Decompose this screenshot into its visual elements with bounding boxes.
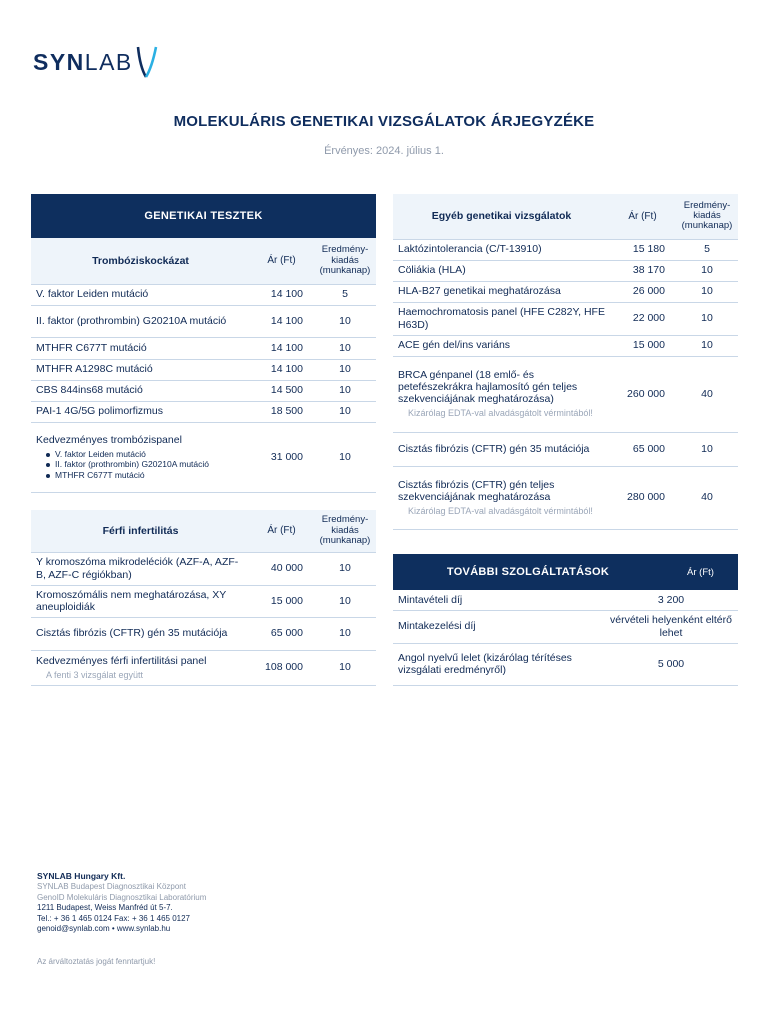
package-item: MTHFR C677T mutáció: [46, 470, 245, 481]
section-header-genetic-tests: GENETIKAI TESZTEK: [31, 194, 376, 238]
service-name: Angol nyelvű lelet (kizárólag térítéses vizsgálati eredményről): [393, 643, 603, 685]
package-price: 108 000: [249, 650, 313, 685]
package-row: [31, 650, 376, 685]
test-name: Cisztás fibrózis (CFTR) gén teljes szekvenciájának meghatározása: [398, 478, 555, 503]
test-name: PAI-1 4G/5G polimorfizmus: [31, 401, 249, 422]
test-name: Cöliákia (HLA): [393, 260, 609, 281]
other-tests-table: [393, 194, 738, 530]
thrombosis-subheader: [31, 238, 376, 284]
test-price: 65 000: [249, 617, 313, 650]
test-days: 10: [675, 432, 738, 466]
package-days: 10: [313, 650, 376, 685]
test-name: ACE gén del/ins variáns: [393, 335, 609, 356]
test-days: 10: [313, 401, 376, 422]
test-days: 10: [313, 337, 376, 359]
package-cell: [31, 422, 249, 492]
days-column-header: Eredmény-kiadás (munkanap): [313, 238, 376, 284]
test-days: 5: [675, 239, 738, 260]
test-cell: [393, 466, 609, 529]
test-price: 22 000: [609, 302, 675, 335]
package-cell: [31, 650, 249, 685]
price-column-header: Ár (Ft): [249, 510, 313, 552]
test-days: 40: [675, 356, 738, 432]
package-name: Kedvezményes trombózispanel: [36, 433, 182, 446]
test-days: 10: [675, 302, 738, 335]
test-cell: [393, 356, 609, 432]
test-days: 10: [313, 552, 376, 585]
test-days: 10: [675, 335, 738, 356]
test-name: CBS 844ins68 mutáció: [31, 380, 249, 401]
service-price: vérvételi helyenként eltérő lehet: [603, 610, 738, 643]
footer: [37, 871, 206, 968]
table-row: [31, 401, 376, 422]
test-note: Kizárólag EDTA-val alvadásgátolt vérmintából!: [408, 505, 593, 516]
other-genetic-tests-block: [393, 194, 738, 530]
test-name: Laktózintolerancia (C/T-13910): [393, 239, 609, 260]
test-days: 10: [313, 305, 376, 337]
logo-wordmark: [33, 49, 133, 76]
test-price: 26 000: [609, 281, 675, 302]
other-tests-subheader: [393, 194, 738, 239]
services-block: [393, 554, 738, 686]
test-name: V. faktor Leiden mutáció: [31, 284, 249, 305]
genetic-tests-block: [31, 194, 376, 493]
test-price: 65 000: [609, 432, 675, 466]
table-row: [393, 260, 738, 281]
package-price: 31 000: [249, 422, 313, 492]
table-row: [31, 359, 376, 380]
footer-contact: genoid@synlab.com • www.synlab.hu: [37, 924, 171, 934]
test-price: 18 500: [249, 401, 313, 422]
days-column-header: Eredmény-kiadás (munkanap): [313, 510, 376, 552]
service-name: Mintakezelési díj: [393, 610, 603, 643]
footer-line2: GenoID Molekuláris Diagnosztikai Laboratórium: [37, 892, 207, 902]
package-name: Kedvezményes férfi infertilitási panel: [36, 654, 207, 667]
test-price: 280 000: [609, 466, 675, 529]
document-title: MOLEKULÁRIS GENETIKAI VIZSGÁLATOK ÁRJEGYZÉKE: [173, 113, 595, 130]
logo-syn: SYN: [33, 48, 85, 75]
price-column-header: Ár (Ft): [609, 194, 675, 239]
test-price: 40 000: [249, 552, 313, 585]
test-name: MTHFR A1298C mutáció: [31, 359, 249, 380]
footer-company: SYNLAB Hungary Kft.: [37, 871, 126, 881]
test-name: Cisztás fibrózis (CFTR) gén 35 mutációja: [393, 432, 609, 466]
test-price: 14 100: [249, 284, 313, 305]
table-row: [393, 335, 738, 356]
male-infertility-table: [31, 510, 376, 686]
test-days: 10: [313, 617, 376, 650]
test-days: 10: [675, 281, 738, 302]
validity-date: Érvényes: 2024. július 1.: [324, 145, 444, 157]
test-days: 10: [313, 380, 376, 401]
table-row: [393, 281, 738, 302]
table-row: [31, 337, 376, 359]
male-infertility-subheader: [31, 510, 376, 552]
table-row: [393, 590, 738, 610]
footer-phones: Tel.: + 36 1 465 0124 Fax: + 36 1 465 0127: [37, 913, 191, 923]
table-row: [31, 305, 376, 337]
footer-address: 1211 Budapest, Weiss Manfréd út 5-7.: [37, 903, 173, 913]
table-row: [393, 239, 738, 260]
test-days: 10: [313, 359, 376, 380]
services-table: [393, 590, 738, 686]
test-name: Y kromoszóma mikrodeléciók (AZF-A, AZF-B, AZF-C régiókban): [31, 552, 249, 585]
footer-rights: Az árváltoztatás jogát fenntartjuk!: [37, 956, 156, 966]
services-header: [393, 554, 738, 590]
package-item: V. faktor Leiden mutáció: [46, 449, 245, 460]
test-name: Kromoszómális nem meghatározása, XY aneuploidiák: [31, 585, 249, 617]
table-row: [31, 284, 376, 305]
test-price: 14 100: [249, 305, 313, 337]
test-name: BRCA génpanel (18 emlő- és petefészekrákra hajlamosító gén teljes szekvenciájának meghatározása): [398, 369, 578, 406]
table-row: [393, 610, 738, 643]
footer-line1: SYNLAB Budapest Diagnosztikai Központ: [37, 882, 186, 892]
category-title: Férfi infertilitás: [31, 510, 249, 552]
service-name: Mintavételi díj: [393, 590, 603, 610]
category-title: Trombóziskockázat: [31, 238, 249, 284]
price-column-header: Ár (Ft): [249, 238, 313, 284]
synlab-logo: [33, 42, 158, 82]
test-name: Cisztás fibrózis (CFTR) gén 35 mutációja: [31, 617, 249, 650]
test-note: Kizárólag EDTA-val alvadásgátolt vérmintából!: [408, 408, 593, 419]
table-row: [31, 552, 376, 585]
test-price: 15 000: [249, 585, 313, 617]
service-price: 3 200: [603, 590, 738, 610]
test-days: 10: [675, 260, 738, 281]
table-row: [393, 643, 738, 685]
test-price: 15 000: [609, 335, 675, 356]
test-price: 14 100: [249, 359, 313, 380]
services-price-header: Ár (Ft): [687, 566, 714, 578]
male-infertility-block: [31, 510, 376, 686]
test-days: 5: [313, 284, 376, 305]
days-column-header: Eredmény-kiadás (munkanap): [675, 194, 738, 239]
test-name: HLA-B27 genetikai meghatározása: [393, 281, 609, 302]
table-row: [393, 466, 738, 529]
service-price: 5 000: [603, 643, 738, 685]
package-row: [31, 422, 376, 492]
test-price: 15 180: [609, 239, 675, 260]
logo-symbol-icon: [136, 45, 158, 79]
table-row: [31, 380, 376, 401]
table-row: [31, 617, 376, 650]
test-price: 14 500: [249, 380, 313, 401]
test-price: 260 000: [609, 356, 675, 432]
package-items: [36, 449, 245, 481]
table-row: [393, 302, 738, 335]
test-days: 40: [675, 466, 738, 529]
thrombosis-table: [31, 238, 376, 493]
logo-lab: LAB: [84, 48, 133, 75]
package-note: A fenti 3 vizsgálat együtt: [46, 669, 144, 680]
test-name: Haemochromatosis panel (HFE C282Y, HFE H63D): [393, 302, 609, 335]
table-row: [393, 432, 738, 466]
test-name: MTHFR C677T mutáció: [31, 337, 249, 359]
package-days: 10: [313, 422, 376, 492]
category-title: Egyéb genetikai vizsgálatok: [393, 194, 609, 239]
test-name: II. faktor (prothrombin) G20210A mutáció: [31, 305, 249, 337]
test-days: 10: [313, 585, 376, 617]
services-title: TOVÁBBI SZOLGÁLTATÁSOK: [446, 566, 610, 578]
table-row: [31, 585, 376, 617]
test-price: 14 100: [249, 337, 313, 359]
package-item: II. faktor (prothrombin) G20210A mutáció: [46, 459, 245, 470]
table-row: [393, 356, 738, 432]
test-price: 38 170: [609, 260, 675, 281]
